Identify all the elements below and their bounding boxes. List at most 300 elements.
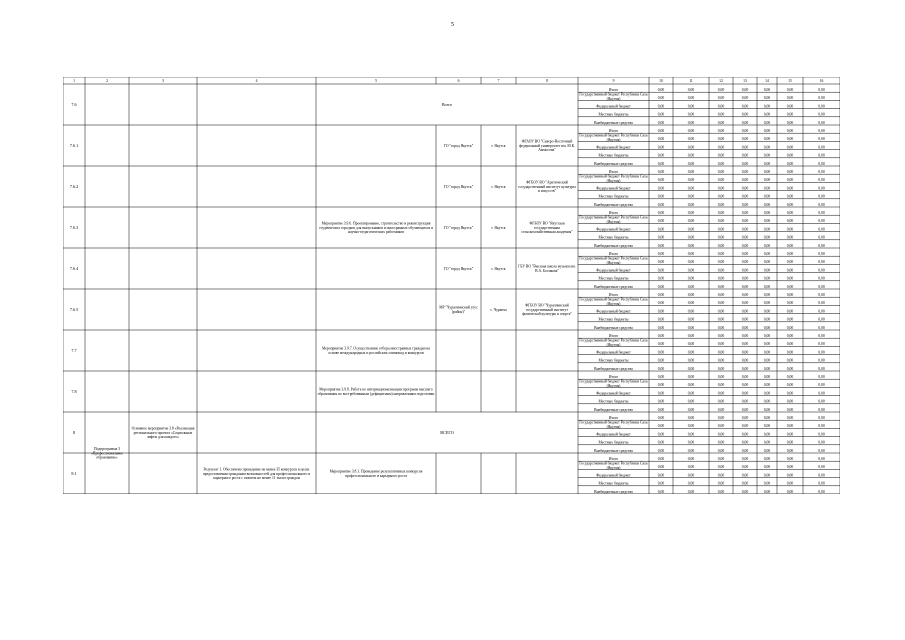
- value-cell: 0,00: [657, 186, 665, 191]
- value-cell: 0,00: [717, 342, 725, 347]
- value-cell: 0,00: [763, 194, 771, 199]
- value-cell: 0,00: [687, 137, 695, 142]
- merged-measure-text-line: студенческих городков для выпускников и иностранных обучающихся и: [319, 225, 433, 230]
- header-cell-7: 7: [497, 79, 500, 84]
- value-cell: 0,00: [818, 375, 825, 379]
- measure-text-line: основе международных и российских олимпиад и конкурсов: [328, 351, 424, 356]
- institution-line: ФГАОУ ВО "Северо-Восточный: [521, 139, 573, 144]
- value-cell: 0,00: [657, 252, 665, 256]
- value-cell: 0,00: [687, 465, 695, 470]
- value-cell: 0,00: [741, 309, 749, 314]
- value-cell: 0,00: [786, 473, 794, 478]
- value-cell: 0,00: [741, 366, 749, 371]
- value-cell: 0,00: [786, 194, 794, 199]
- value-cell: 0,00: [786, 448, 794, 453]
- value-cell: 0,00: [717, 301, 725, 306]
- value-cell: 0,00: [818, 325, 825, 330]
- budget-category: Федеральный бюджет: [596, 350, 631, 355]
- value-cell: 0,00: [818, 170, 825, 174]
- value-cell: 0,00: [687, 350, 695, 355]
- value-cell: 0,00: [786, 366, 794, 371]
- value-cell: 0,00: [657, 334, 665, 338]
- value-cell: 0,00: [741, 407, 749, 412]
- value-cell: 0,00: [717, 334, 725, 338]
- value-cell: 0,00: [786, 129, 794, 133]
- header-cell-13: 13: [743, 79, 747, 84]
- value-cell: 0,00: [741, 465, 749, 470]
- value-cell: 0,00: [687, 358, 695, 363]
- budget-category: Местных бюджеты: [598, 153, 629, 158]
- value-cell: 0,00: [717, 96, 725, 101]
- value-cell: 0,00: [741, 293, 749, 297]
- value-cell: 0,00: [717, 202, 725, 207]
- value-cell: 0,00: [657, 342, 665, 347]
- value-cell: 0,00: [657, 145, 665, 150]
- value-cell: 0,00: [786, 489, 794, 494]
- value-cell: 0,00: [717, 88, 725, 92]
- value-cell: 0,00: [687, 383, 695, 388]
- value-cell: 0,00: [786, 399, 794, 404]
- value-cell: 0,00: [687, 161, 695, 166]
- value-cell: 0,00: [741, 268, 749, 273]
- value-cell: 0,00: [657, 88, 665, 92]
- header-cell-15: 15: [788, 79, 792, 84]
- header-cell-6: 6: [457, 79, 460, 84]
- value-cell: 0,00: [657, 440, 665, 445]
- budget-category-line: (Якутия): [606, 178, 621, 183]
- value-cell: 0,00: [717, 375, 725, 379]
- institution-line: государственный институт культуры: [518, 184, 576, 189]
- value-cell: 0,00: [741, 383, 749, 388]
- value-cell: 0,00: [741, 473, 749, 478]
- municipality-line: ГО "город Якутск": [443, 184, 474, 189]
- page-number: 5: [451, 22, 454, 28]
- value-cell: 0,00: [818, 473, 825, 478]
- value-cell: 0,00: [717, 161, 725, 166]
- value-cell: 0,00: [741, 137, 749, 142]
- value-cell: 0,00: [741, 416, 749, 420]
- value-cell: 0,00: [687, 202, 695, 207]
- value-cell: 0,00: [687, 432, 695, 437]
- institution-line: государственная: [534, 225, 560, 230]
- value-cell: 0,00: [657, 301, 665, 306]
- value-cell: 0,00: [786, 358, 794, 363]
- value-cell: 0,00: [741, 481, 749, 486]
- value-cell: 0,00: [741, 424, 749, 429]
- value-cell: 0,00: [741, 129, 749, 133]
- value-cell: 0,00: [657, 120, 665, 125]
- institution-line: государственный институт: [525, 307, 569, 312]
- value-cell: 0,00: [717, 194, 725, 199]
- value-cell: 0,00: [741, 334, 749, 338]
- value-cell: 0,00: [657, 424, 665, 429]
- value-cell: 0,00: [741, 457, 749, 461]
- value-cell: 0,00: [687, 120, 695, 125]
- value-cell: 0,00: [657, 129, 665, 133]
- budget-category-line: Государственный бюджет Республики Саха: [579, 92, 648, 97]
- value-cell: 0,00: [717, 276, 725, 281]
- budget-category: Внебюджетные средства: [594, 284, 633, 289]
- value-cell: 0,00: [786, 391, 794, 396]
- value-cell: 0,00: [741, 375, 749, 379]
- header-cell-12: 12: [719, 79, 723, 84]
- value-cell: 0,00: [717, 293, 725, 297]
- value-cell: 0,00: [687, 88, 695, 92]
- value-cell: 0,00: [763, 448, 771, 453]
- value-cell: 0,00: [786, 186, 794, 191]
- row-code: 7.6.1: [69, 143, 79, 148]
- value-cell: 0,00: [657, 112, 665, 117]
- value-cell: 0,00: [786, 104, 794, 109]
- value-cell: 0,00: [657, 227, 665, 232]
- value-cell: 0,00: [786, 276, 794, 281]
- value-cell: 0,00: [818, 260, 825, 265]
- measure-text-line: образования по востребованным (дефицитным) направлениям подготовки: [317, 392, 435, 397]
- measure-text-line: профессионального и карьерного роста: [344, 474, 408, 479]
- value-cell: 0,00: [657, 243, 665, 248]
- budget-category-line: (Якутия): [606, 137, 621, 142]
- institution-line: физической культуры и спорта": [522, 312, 572, 317]
- value-cell: 0,00: [717, 416, 725, 420]
- value-cell: 0,00: [717, 129, 725, 133]
- value-cell: 0,00: [818, 432, 825, 437]
- value-cell: 0,00: [717, 170, 725, 174]
- value-cell: 0,00: [763, 325, 771, 330]
- value-cell: 0,00: [717, 440, 725, 445]
- value-cell: 0,00: [687, 104, 695, 109]
- event-name-line: лифты для каждого»: [146, 435, 180, 440]
- value-cell: 0,00: [763, 186, 771, 191]
- value-cell: 0,00: [818, 301, 825, 306]
- budget-table: [63, 77, 840, 494]
- value-cell: 0,00: [763, 416, 771, 420]
- value-cell: 0,00: [657, 407, 665, 412]
- value-cell: 0,00: [786, 407, 794, 412]
- value-cell: 0,00: [717, 145, 725, 150]
- budget-category: Внебюджетные средства: [594, 325, 633, 330]
- value-cell: 0,00: [786, 383, 794, 388]
- value-cell: 0,00: [657, 161, 665, 166]
- budget-category-line: (Якутия): [606, 342, 621, 347]
- value-cell: 0,00: [818, 424, 825, 429]
- settlement-line: г. Якутск: [491, 184, 506, 189]
- value-cell: 0,00: [818, 391, 825, 396]
- value-cell: 0,00: [741, 301, 749, 306]
- value-cell: 0,00: [818, 448, 825, 453]
- value-cell: 0,00: [687, 268, 695, 273]
- merged-measure-text-line: Мероприятие 3.9.6. Проектирование, строительство и реконструкция: [321, 221, 431, 226]
- value-cell: 0,00: [717, 391, 725, 396]
- institution-line: Аммосова": [538, 148, 556, 153]
- value-cell: 0,00: [687, 243, 695, 248]
- budget-category-line: Государственный бюджет Республики Саха: [579, 215, 648, 220]
- value-cell: 0,00: [786, 96, 794, 101]
- header-cell-3: 3: [162, 79, 164, 84]
- value-cell: 0,00: [818, 268, 825, 273]
- header-cell-11: 11: [689, 79, 693, 84]
- value-cell: 0,00: [717, 481, 725, 486]
- value-cell: 0,00: [786, 235, 794, 240]
- value-cell: 0,00: [657, 309, 665, 314]
- value-cell: 0,00: [687, 481, 695, 486]
- row-code: 7.6.4: [69, 266, 79, 271]
- value-cell: 0,00: [786, 268, 794, 273]
- budget-category: Итого: [608, 416, 619, 420]
- value-cell: 0,00: [741, 145, 749, 150]
- value-cell: 0,00: [657, 260, 665, 265]
- value-cell: 0,00: [763, 407, 771, 412]
- institution-line: федеральный университет им. М.К.: [519, 143, 575, 148]
- value-cell: 0,00: [763, 219, 771, 224]
- value-cell: 0,00: [818, 350, 825, 355]
- value-cell: 0,00: [786, 342, 794, 347]
- value-cell: 0,00: [687, 473, 695, 478]
- budget-category-line: (Якутия): [606, 96, 621, 101]
- value-cell: 0,00: [657, 211, 665, 215]
- value-cell: 0,00: [818, 465, 825, 470]
- value-cell: 0,00: [786, 260, 794, 265]
- value-cell: 0,00: [741, 399, 749, 404]
- value-cell: 0,00: [741, 358, 749, 363]
- value-cell: 0,00: [687, 407, 695, 412]
- subprogram-label-line: образование»: [96, 455, 118, 460]
- value-cell: 0,00: [687, 211, 695, 215]
- settlement-line: г. Якутск: [491, 143, 506, 148]
- value-cell: 0,00: [687, 227, 695, 232]
- value-cell: 0,00: [818, 399, 825, 404]
- value-cell: 0,00: [741, 202, 749, 207]
- value-cell: 0,00: [687, 186, 695, 191]
- value-cell: 0,00: [818, 186, 825, 191]
- value-cell: 0,00: [657, 268, 665, 273]
- measure-text-line: Мероприятие 3.9.7. Осуществление отбора иностранных граждан на: [322, 346, 430, 351]
- value-cell: 0,00: [763, 120, 771, 125]
- budget-category-line: (Якутия): [606, 424, 621, 429]
- header-cell-2: 2: [106, 79, 108, 84]
- value-cell: 0,00: [717, 243, 725, 248]
- value-cell: 0,00: [657, 383, 665, 388]
- block-total-label: ВСЕГО: [440, 430, 454, 435]
- budget-table-grid: [63, 77, 840, 494]
- value-cell: 0,00: [741, 227, 749, 232]
- value-cell: 0,00: [657, 96, 665, 101]
- value-cell: 0,00: [687, 96, 695, 101]
- value-cell: 0,00: [786, 293, 794, 297]
- institution-line: ФГБОУ ВО "Арктический: [526, 180, 568, 185]
- settlement-line: г. Якутск: [491, 266, 506, 271]
- value-cell: 0,00: [687, 489, 695, 494]
- budget-category: Итого: [608, 88, 619, 92]
- municipality-line: ГО "город Якутск": [443, 266, 474, 271]
- budget-category-line: (Якутия): [606, 383, 621, 388]
- row-code: 7.6.2: [69, 184, 79, 189]
- value-cell: 0,00: [687, 170, 695, 174]
- value-cell: 0,00: [763, 104, 771, 109]
- header-cell-14: 14: [765, 79, 769, 84]
- value-cell: 0,00: [818, 342, 825, 347]
- value-cell: 0,00: [717, 383, 725, 388]
- budget-category: Итого: [608, 334, 619, 338]
- value-cell: 0,00: [657, 170, 665, 174]
- value-cell: 0,00: [818, 161, 825, 166]
- value-cell: 0,00: [657, 448, 665, 453]
- value-cell: 0,00: [687, 129, 695, 133]
- value-cell: 0,00: [657, 432, 665, 437]
- value-cell: 0,00: [786, 350, 794, 355]
- budget-category-line: Государственный бюджет Республики Саха: [579, 256, 648, 261]
- value-cell: 0,00: [818, 243, 825, 248]
- value-cell: 0,00: [763, 145, 771, 150]
- merged-measure-text-line: научно-педагогических работников: [348, 230, 404, 235]
- value-cell: 0,00: [687, 391, 695, 396]
- value-cell: 0,00: [741, 112, 749, 117]
- budget-category: Итого: [608, 293, 619, 297]
- value-cell: 0,00: [687, 309, 695, 314]
- budget-category: Внебюджетные средства: [594, 161, 633, 166]
- value-cell: 0,00: [786, 120, 794, 125]
- value-cell: 0,00: [657, 194, 665, 199]
- budget-category-line: Государственный бюджет Республики Саха: [579, 174, 648, 179]
- value-cell: 0,00: [763, 301, 771, 306]
- budget-category: Федеральный бюджет: [596, 309, 631, 314]
- row-code: 7.6: [71, 102, 77, 107]
- value-cell: 0,00: [687, 153, 695, 158]
- value-cell: 0,00: [687, 301, 695, 306]
- value-cell: 0,00: [741, 448, 749, 453]
- value-cell: 0,00: [763, 170, 771, 174]
- budget-category: Итого: [608, 211, 619, 215]
- header-cell-9: 9: [612, 79, 615, 84]
- value-cell: 0,00: [763, 358, 771, 363]
- value-cell: 0,00: [687, 145, 695, 150]
- budget-category: Внебюджетные средства: [594, 243, 633, 248]
- value-cell: 0,00: [763, 317, 771, 322]
- value-cell: 0,00: [657, 473, 665, 478]
- value-cell: 0,00: [763, 129, 771, 133]
- value-cell: 0,00: [818, 481, 825, 486]
- budget-category: Местных бюджеты: [598, 481, 629, 486]
- value-cell: 0,00: [818, 235, 825, 240]
- value-cell: 0,00: [687, 416, 695, 420]
- value-cell: 0,00: [741, 120, 749, 125]
- value-cell: 0,00: [818, 293, 825, 297]
- budget-category: Местных бюджеты: [598, 194, 629, 199]
- event-name-line: Основное мероприятие 3.8 «Реализация: [131, 426, 195, 431]
- value-cell: 0,00: [763, 440, 771, 445]
- budget-category: Местных бюджеты: [598, 358, 629, 363]
- value-cell: 0,00: [687, 366, 695, 371]
- budget-category-line: Государственный бюджет Республики Саха: [579, 420, 648, 425]
- value-cell: 0,00: [786, 112, 794, 117]
- budget-category-line: (Якутия): [606, 301, 621, 306]
- value-cell: 0,00: [741, 284, 749, 289]
- value-cell: 0,00: [763, 424, 771, 429]
- value-cell: 0,00: [741, 243, 749, 248]
- value-cell: 0,00: [763, 399, 771, 404]
- value-cell: 0,00: [717, 366, 725, 371]
- value-cell: 0,00: [818, 276, 825, 281]
- value-cell: 0,00: [657, 465, 665, 470]
- municipality-line: ГО "город Якутск": [443, 225, 474, 230]
- value-cell: 0,00: [763, 276, 771, 281]
- value-cell: 0,00: [657, 375, 665, 379]
- value-cell: 0,00: [763, 432, 771, 437]
- value-cell: 0,00: [763, 137, 771, 142]
- value-cell: 0,00: [763, 153, 771, 158]
- value-cell: 0,00: [786, 457, 794, 461]
- value-cell: 0,00: [741, 252, 749, 256]
- value-cell: 0,00: [818, 145, 825, 150]
- value-cell: 0,00: [741, 391, 749, 396]
- value-cell: 0,00: [687, 325, 695, 330]
- municipality-line: (район)": [451, 310, 466, 315]
- value-cell: 0,00: [657, 457, 665, 461]
- value-cell: 0,00: [717, 211, 725, 215]
- value-cell: 0,00: [786, 481, 794, 486]
- institution-line: и искусств": [537, 189, 557, 194]
- value-cell: 0,00: [818, 358, 825, 363]
- value-cell: 0,00: [763, 88, 771, 92]
- value-cell: 0,00: [818, 317, 825, 322]
- value-cell: 0,00: [818, 383, 825, 388]
- value-cell: 0,00: [657, 284, 665, 289]
- value-cell: 0,00: [741, 342, 749, 347]
- budget-category: Внебюджетные средства: [594, 489, 633, 494]
- value-cell: 0,00: [717, 137, 725, 142]
- value-cell: 0,00: [818, 211, 825, 215]
- value-cell: 0,00: [687, 342, 695, 347]
- institution-line: В.А. Босикова": [535, 269, 559, 274]
- value-cell: 0,00: [786, 170, 794, 174]
- value-cell: 0,00: [717, 120, 725, 125]
- value-cell: 0,00: [717, 448, 725, 453]
- value-cell: 0,00: [717, 268, 725, 273]
- value-cell: 0,00: [657, 235, 665, 240]
- budget-category: Внебюджетные средства: [594, 448, 633, 453]
- budget-category: Федеральный бюджет: [596, 268, 631, 273]
- value-cell: 0,00: [717, 252, 725, 256]
- value-cell: 0,00: [818, 129, 825, 133]
- value-cell: 0,00: [786, 301, 794, 306]
- value-cell: 0,00: [717, 227, 725, 232]
- value-cell: 0,00: [786, 161, 794, 166]
- value-cell: 0,00: [741, 276, 749, 281]
- row-code: 7.8: [71, 389, 77, 394]
- value-cell: 0,00: [741, 317, 749, 322]
- budget-category: Внебюджетные средства: [594, 366, 633, 371]
- value-cell: 0,00: [687, 178, 695, 183]
- value-cell: 0,00: [741, 219, 749, 224]
- value-cell: 0,00: [786, 375, 794, 379]
- budget-category: Федеральный бюджет: [596, 432, 631, 437]
- value-cell: 0,00: [657, 391, 665, 396]
- header-cell-5: 5: [375, 79, 377, 84]
- row-code: 7.6.5: [69, 307, 79, 312]
- budget-category-line: Государственный бюджет Республики Саха: [579, 297, 648, 302]
- header-cell-10: 10: [659, 79, 663, 84]
- budget-category: Местных бюджеты: [598, 276, 629, 281]
- budget-category: Итого: [608, 252, 619, 256]
- value-cell: 0,00: [763, 334, 771, 338]
- budget-category: Федеральный бюджет: [596, 186, 631, 191]
- value-cell: 0,00: [786, 284, 794, 289]
- value-cell: 0,00: [687, 219, 695, 224]
- budget-category-line: Государственный бюджет Республики Саха: [579, 133, 648, 138]
- value-cell: 0,00: [717, 432, 725, 437]
- value-cell: 0,00: [717, 407, 725, 412]
- value-cell: 0,00: [763, 112, 771, 117]
- value-cell: 0,00: [657, 104, 665, 109]
